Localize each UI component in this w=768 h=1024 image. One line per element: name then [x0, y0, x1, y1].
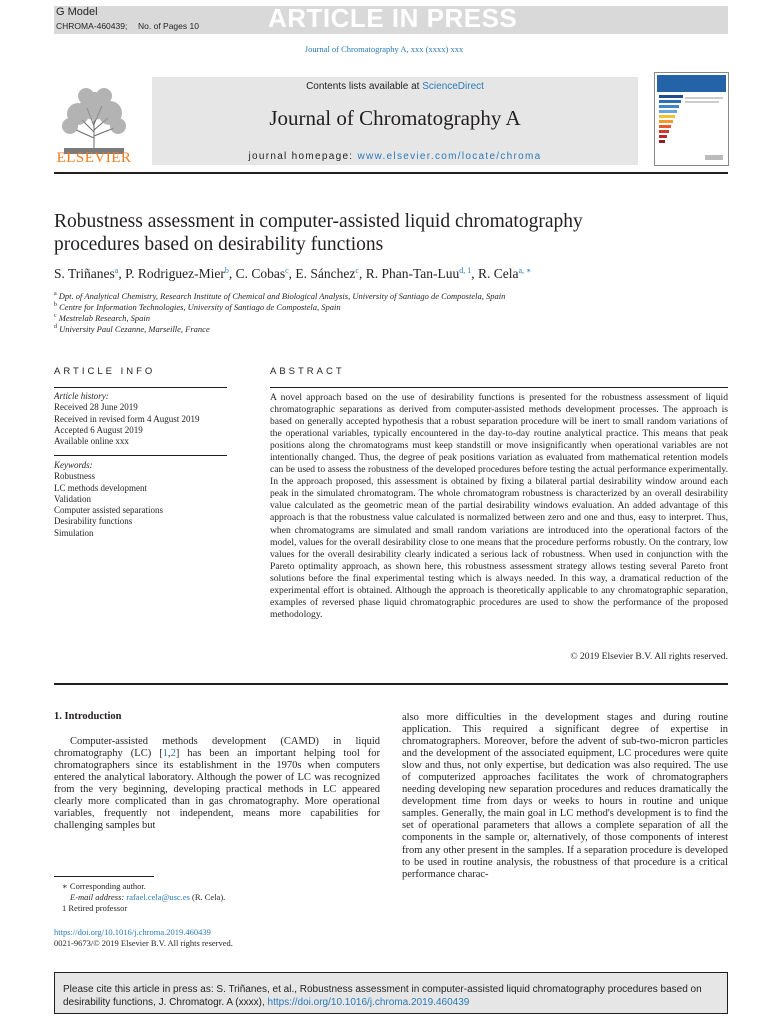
elsevier-wordmark: ELSEVIER	[56, 150, 132, 166]
footnote-retired: 1 Retired professor	[62, 903, 128, 913]
cite-body: Please cite this article in press as: S. Triñanes, et al., Robustness assessment in computer-assisted liquid chromatography procedures based on desirability functions, J. Chromatogr. A (xxxx),	[63, 984, 702, 1008]
affiliation-text: Centre for Information Technologies, University of Santiago de Compostela, Spain	[59, 302, 341, 312]
footnote-email	[70, 892, 225, 902]
affiliation	[54, 291, 505, 301]
journal-title: Journal of Chromatography A	[269, 106, 521, 130]
author-affil-marker[interactable]: c	[355, 266, 359, 275]
paper-title-line1: Robustness assessment in computer-assisted liquid chromatography	[54, 211, 583, 232]
keyword-item: Robustness	[54, 471, 96, 482]
affiliation-text: Mestrelab Research, Spain	[58, 313, 150, 323]
body-text: Computer-assisted methods development (CAMD) in liquid chromatography (LC) [	[54, 736, 380, 760]
author-name[interactable]: , R. Phan-Tan-Luu	[358, 266, 460, 281]
email-link[interactable]: rafael.cela@usc.es	[126, 892, 190, 902]
author-list	[54, 266, 728, 282]
affiliation-text: University Paul Cezanne, Marseille, France	[59, 324, 210, 334]
author-name[interactable]: , P. Rodriguez-Mier	[118, 266, 225, 281]
abstract-text: A novel approach based on the use of desirability functions is presented for the robustness assessment of liquid chromatographic separations as derived from computer-assisted methods development processes. The approach is based on generally accepted hypothesis that a robust separation procedure will be inert to small random variations of the operational variables, typically encountered in the day-to-day routine analytical practice. This means that peak positions along the chromatograms must keep standstill or move insignificantly when operational variables are not intentionally changed. Thus, the degree of peak positions variation as evaluated from mathematical retention models can be used to assess the robustness of the developed procedures before testing the actual performance experimentally. In the approach proposed, this assessment is obtained by fixing a bilateral partial desirability window around each peak in the simulated chromatogram. The whole chromatogram robustness is characterized by an overall desirability value calculated as the geometric mean of the partial desirability windows evaluation. An added advantage of this approach is that the robustness value calculated is normalized between zero and one and thus, easy to interpret. Thus, when chromatograms are simulated and small random variations are introduced into the operational factors of the model, values for the overall desirability close to one means that the procedure performs robustly. On the contrary, low values for the overall desirability clearly indicated a serious lack of robustness. When used in conjunction with the Pareto optimality approach, as shown here, this robustness assessment strategy allows testing several Pareto front solutions before the final experimental testing which is always needed. In this way, a dramatical reduction of the experimental effort is obtained. Although the approach is theoretically applicable to any chromatographic separation, examples of reversed phase liquid chromatographic procedures are used to show the performance of the proposed methodology.	[270, 392, 728, 620]
affiliation	[54, 324, 210, 334]
author-affil-marker[interactable]: a, ∗	[518, 266, 532, 275]
homepage-line	[152, 151, 638, 162]
citation-link[interactable]: 2	[170, 748, 176, 760]
abstract-heading: ABSTRACT	[270, 366, 345, 377]
affiliation-text: Dpt. of Analytical Chemistry, Research Institute of Chemical and Biological Analysis, University of Santiago de Compostela, Spain	[58, 291, 506, 301]
email-label: E-mail address:	[70, 892, 127, 902]
copyright-notice: © 2019 Elsevier B.V. All rights reserved.	[570, 651, 728, 662]
abstract-rule	[270, 387, 728, 388]
cite-doi-link[interactable]: https://doi.org/10.1016/j.chroma.2019.460439	[267, 997, 470, 1008]
homepage-prefix: journal homepage:	[248, 151, 358, 162]
journal-citation-line[interactable]: Journal of Chromatography A, xxx (xxxx) xxx	[304, 44, 464, 54]
body-column-right: also more difficulties in the development stages and during routine application. This required a significant degree of expertise in chromatographers. Moreover, before the advent of sub-two-micron particles and the development of the associated equipment, LC procedures were quite slow and thus, not only expertise, but dedication was also required. The use of computerized approaches facilitates the work of chromatographers needing developing new separation procedures and reduces dramatically the development time from days or weeks to hours in routine and unique samples. Generally, the main goal in LC method's development is to find the set of operational parameters that allows a complete separation of all the components in the sample or, alternatively, of those components of interest from any other present in the samples. If a separation procedure is developed to be used in routine analysis, the robustness of that procedure is a critical performance charac-	[402, 712, 728, 880]
history-item: Accepted 6 August 2019	[54, 424, 143, 435]
footnote-corresponding: ∗ Corresponding author.	[62, 881, 146, 891]
history-label: Article history:	[54, 391, 109, 401]
cite-text	[63, 983, 723, 1009]
contents-prefix: Contents lists available at	[306, 81, 423, 92]
info-rule	[54, 455, 227, 456]
keyword-item: LC methods development	[54, 482, 147, 493]
body-column-left	[54, 736, 380, 832]
affiliation	[54, 302, 341, 312]
affiliation	[54, 313, 150, 323]
info-rule	[54, 387, 227, 388]
keyword-item: Simulation	[54, 527, 94, 538]
article-info-heading: ARTICLE INFO	[54, 366, 156, 377]
footnote-rule	[54, 876, 154, 877]
homepage-link[interactable]: www.elsevier.com/locate/chroma	[357, 151, 542, 162]
keyword-item: Desirability functions	[54, 516, 133, 527]
contents-line	[152, 81, 638, 92]
keyword-item: Computer assisted separations	[54, 505, 163, 516]
sciencedirect-link[interactable]: ScienceDirect	[422, 81, 484, 92]
author-affil-marker[interactable]: c	[285, 266, 289, 275]
affiliation-marker: d	[54, 324, 57, 331]
article-history	[54, 391, 199, 447]
article-in-press-banner: ARTICLE IN PRESS	[268, 3, 518, 33]
journal-cover-thumbnail	[654, 72, 729, 166]
author-name[interactable]: , R. Cela	[471, 266, 519, 281]
affiliation-marker: a	[54, 291, 57, 298]
body-text: ] has been an important helping tool for chromatographers since its establishment in the 1970s when computers entered the analytical laboratory. Although the power of LC was recognized from the very beginning, developing practical methods in LC appeared clearly more complicated than in gas chromatography. More operational variables, frequently not independent, means more capabilities for challenging samples but	[54, 748, 381, 832]
author-affil-marker[interactable]: a	[114, 266, 119, 275]
author-name[interactable]: , E. Sánchez	[288, 266, 356, 281]
author-affil-marker[interactable]: d, 1	[459, 266, 472, 275]
section-heading-introduction: 1. Introduction	[54, 711, 122, 722]
header-rule	[54, 172, 728, 174]
history-item: Received in revised form 4 August 2019	[54, 413, 200, 424]
author-name[interactable]: , C. Cobas	[228, 266, 286, 281]
keyword-item: Validation	[54, 493, 91, 504]
paper-title-line2: procedures based on desirability functions	[54, 234, 384, 255]
author-name[interactable]: S. Triñanes	[54, 266, 115, 281]
keywords	[54, 460, 163, 539]
gmodel-label: G Model	[56, 6, 98, 18]
history-item: Received 28 June 2019	[54, 402, 138, 413]
history-item: Available online xxx	[54, 436, 129, 447]
issn-line: 0021-9673/© 2019 Elsevier B.V. All rights reserved.	[54, 938, 233, 948]
affiliation-marker: c	[54, 313, 57, 320]
email-suffix: (R. Cela).	[189, 892, 226, 902]
page-count: No. of Pages 10	[138, 21, 199, 31]
body-text: ,	[167, 748, 171, 760]
keywords-label: Keywords:	[54, 460, 93, 470]
author-affil-marker[interactable]: b	[224, 266, 229, 275]
paper-title	[54, 210, 714, 256]
manuscript-id: CHROMA-460439;	[56, 21, 128, 31]
citation-link[interactable]: 1	[162, 748, 168, 760]
affiliation-marker: b	[54, 302, 57, 309]
doi-link[interactable]: https://doi.org/10.1016/j.chroma.2019.460439	[54, 927, 211, 937]
abstract-bottom-rule	[54, 683, 728, 685]
